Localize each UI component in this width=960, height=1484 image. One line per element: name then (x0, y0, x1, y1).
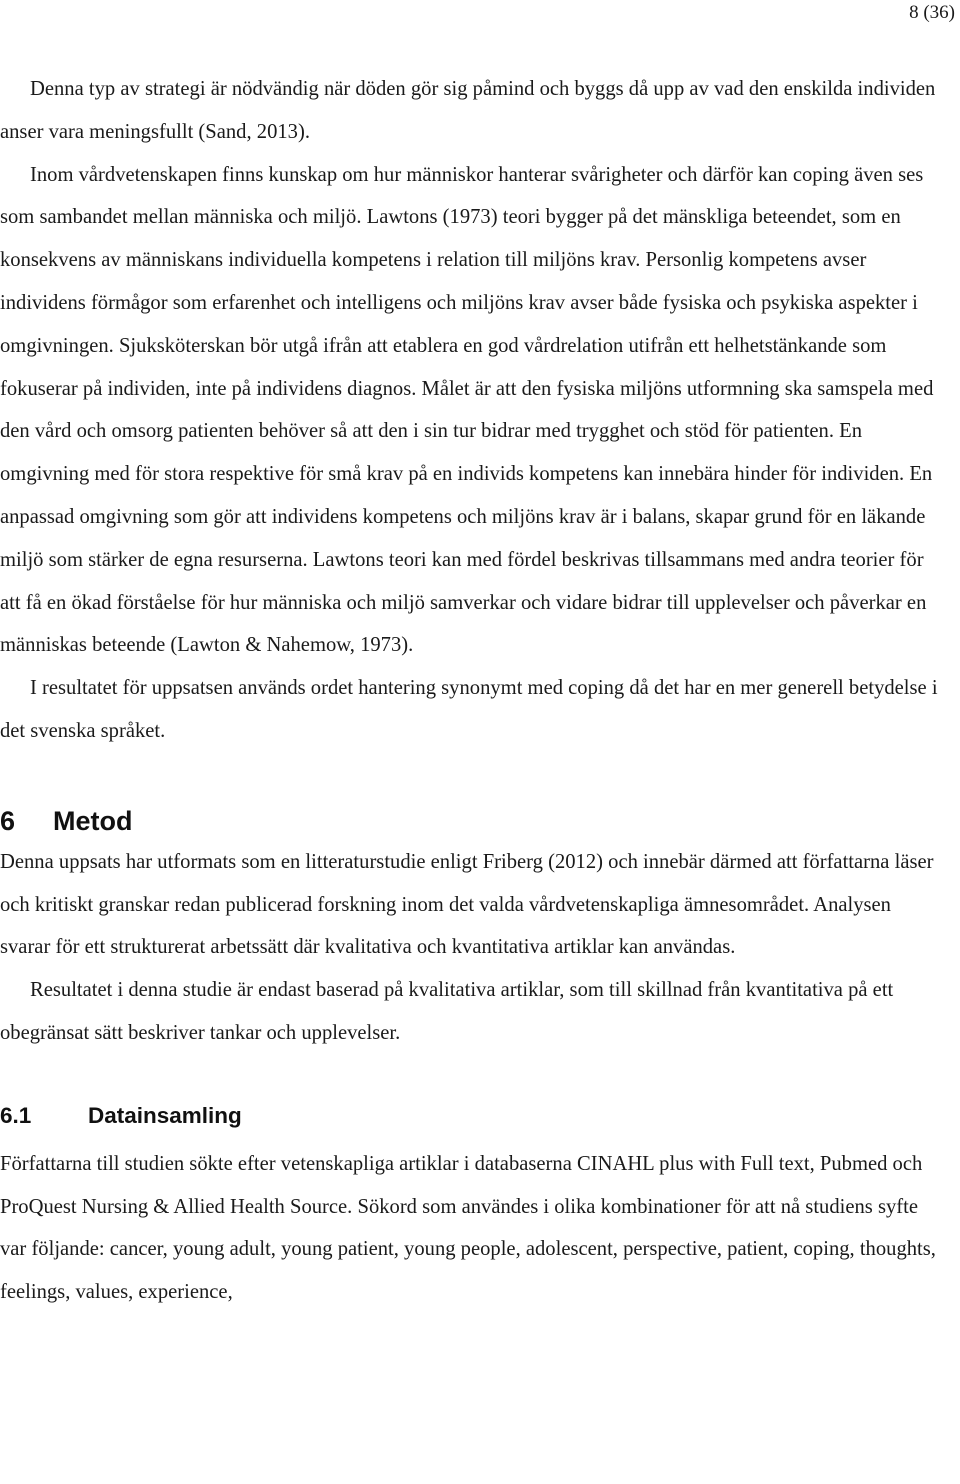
subsection-title: Datainsamling (88, 1102, 242, 1128)
section-heading-metod (0, 803, 940, 839)
paragraph-intro-1: Denna typ av strategi är nödvändig när döden gör sig påmind och byggs då upp av vad den enskilda individen anser vara meningsfullt (Sand, 2013). (0, 78, 936, 143)
paragraph-datainsamling-1: Författarna till studien sökte efter vetenskapliga artiklar i databaserna CINAHL plus with Full text, Pubmed och ProQuest Nursing & Allied Health Source. Sökord som användes i olika kombinationer för att nå studiens syfte var följande: cancer, young adult, young patient, young people, adolescent, perspective, patient, coping, thoughts, feelings, values, experience, (0, 1152, 936, 1304)
section-number: 6 (0, 805, 16, 836)
subsection-heading-datainsamling (0, 1101, 940, 1131)
paragraph-metod-1: Denna uppsats har utformats som en litteraturstudie enligt Friberg (2012) och innebär därmed att författarna läser och kritiskt granskar redan publicerad forskning inom det valda vårdvetenskapliga ämnesområdet. Analysen svarar för ett strukturerat arbetssätt där kvalitativa och kvantitativa artiklar kan användas. (0, 850, 934, 959)
page-number: 8 (36) (909, 2, 955, 23)
paragraph-intro-3: I resultatet för uppsatsen används ordet hantering synonymt med coping då det har en mer generell betydelse i det svenska språket. (0, 677, 938, 742)
paragraph-metod-2: Resultatet i denna studie är endast baserad på kvalitativa artiklar, som till skillnad från kvantitativa på ett obegränsat sätt beskriver tankar och upplevelser. (0, 979, 894, 1044)
subsection-number: 6.1 (0, 1102, 32, 1128)
paragraph-intro-2: Inom vårdvetenskapen finns kunskap om hur människor hanterar svårigheter och därför kan coping även ses som sambandet mellan människa och miljö. Lawtons (1973) teori bygger på det mänskliga beteendet, som en konsekvens av människans individuella kompetens i relation till miljöns krav. Personlig kompetens avser individens förmågor som erfarenhet och intelligens och miljöns krav avser både fysiska och psykiska aspekter i omgivningen. Sjuksköterskan bör utgå ifrån att etablera en god vårdrelation utifrån ett helhetstänkande som fokuserar på individen, inte på individens diagnos. Målet är att den fysiska miljöns utformning ska samspela med den vård och omsorg patienten behöver så att den i sin tur bidrar med trygghet och stöd för patienten. En omgivning med för stora respektive för små krav på en individs kompetens kan innebära hinder för individen. En anpassad omgivning som gör att individens kompetens och miljöns krav är i balans, skapar grund för en läkande miljö som stärker de egna resurserna. Lawtons teori kan med fördel beskrivas tillsammans med andra teorier för att få en ökad förståelse för hur människa och miljö samverkar och vidare bidrar till upplevelser och påverkar en människas beteende (Lawton & Nahemow, 1973). (0, 163, 934, 657)
document-body (0, 68, 940, 1314)
section-title: Metod (53, 805, 133, 836)
